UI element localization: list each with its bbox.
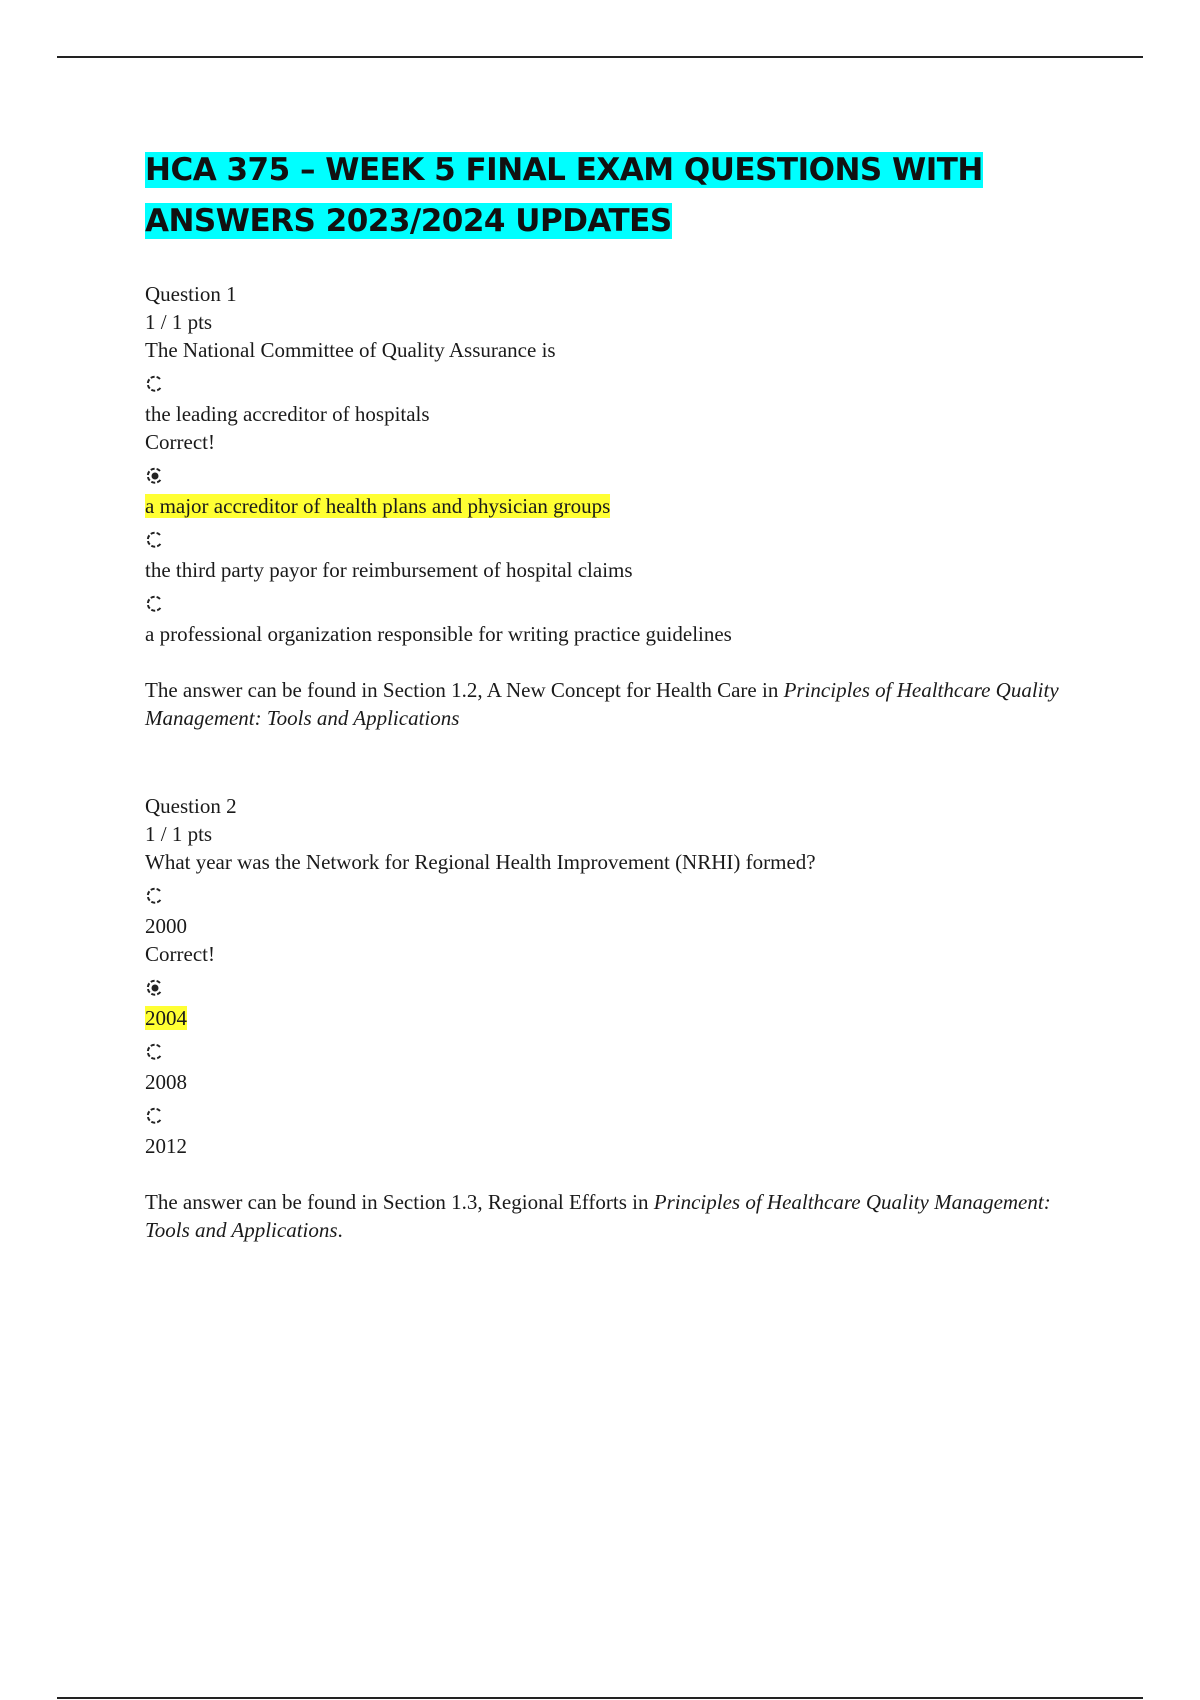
radio-selected-icon[interactable] [145,466,162,483]
answer-reference: The answer can be found in Section 1.2, A New Concept for Health Care in Principles of Healthcare Quality Management: Tools and Applications [145,678,1059,730]
answer-option: the third party payor for reimbursement of hospital claims [145,558,633,582]
question-label: Question 1 [145,282,237,306]
answer-option: 2000 [145,914,187,938]
top-rule [57,56,1143,58]
question-1 [145,280,1075,732]
title-line-2: ANSWERS 2023/2024 UPDATES [145,203,672,239]
answer-option: 2012 [145,1134,187,1158]
radio-unselected-icon[interactable] [145,594,162,611]
title-line-1: HCA 375 – WEEK 5 FINAL EXAM QUESTIONS WITH [145,152,983,188]
exam-content [145,280,1075,1244]
answer-option: a professional organization responsible for writing practice guidelines [145,622,732,646]
question-2 [145,792,1075,1244]
question-prompt: What year was the Network for Regional Health Improvement (NRHI) formed? [145,850,816,874]
answer-reference: The answer can be found in Section 1.3, Regional Efforts in Principles of Healthcare Quality Management: Tools and Applications. [145,1190,1051,1242]
radio-unselected-icon[interactable] [145,1042,162,1059]
radio-unselected-icon[interactable] [145,886,162,903]
answer-option-correct: a major accreditor of health plans and physician groups [145,494,611,518]
correct-label: Correct! [145,430,215,454]
question-label: Question 2 [145,794,237,818]
radio-unselected-icon[interactable] [145,374,162,391]
radio-unselected-icon[interactable] [145,1106,162,1123]
answer-option: the leading accreditor of hospitals [145,402,430,426]
question-prompt: The National Committee of Quality Assurance is [145,338,556,362]
correct-label: Correct! [145,942,215,966]
radio-unselected-icon[interactable] [145,530,162,547]
radio-selected-icon[interactable] [145,978,162,995]
answer-option-correct: 2004 [145,1006,187,1030]
document-title [145,145,1045,247]
bottom-rule [57,1697,1143,1699]
question-points: 1 / 1 pts [145,310,213,334]
answer-option: 2008 [145,1070,187,1094]
question-points: 1 / 1 pts [145,822,213,846]
